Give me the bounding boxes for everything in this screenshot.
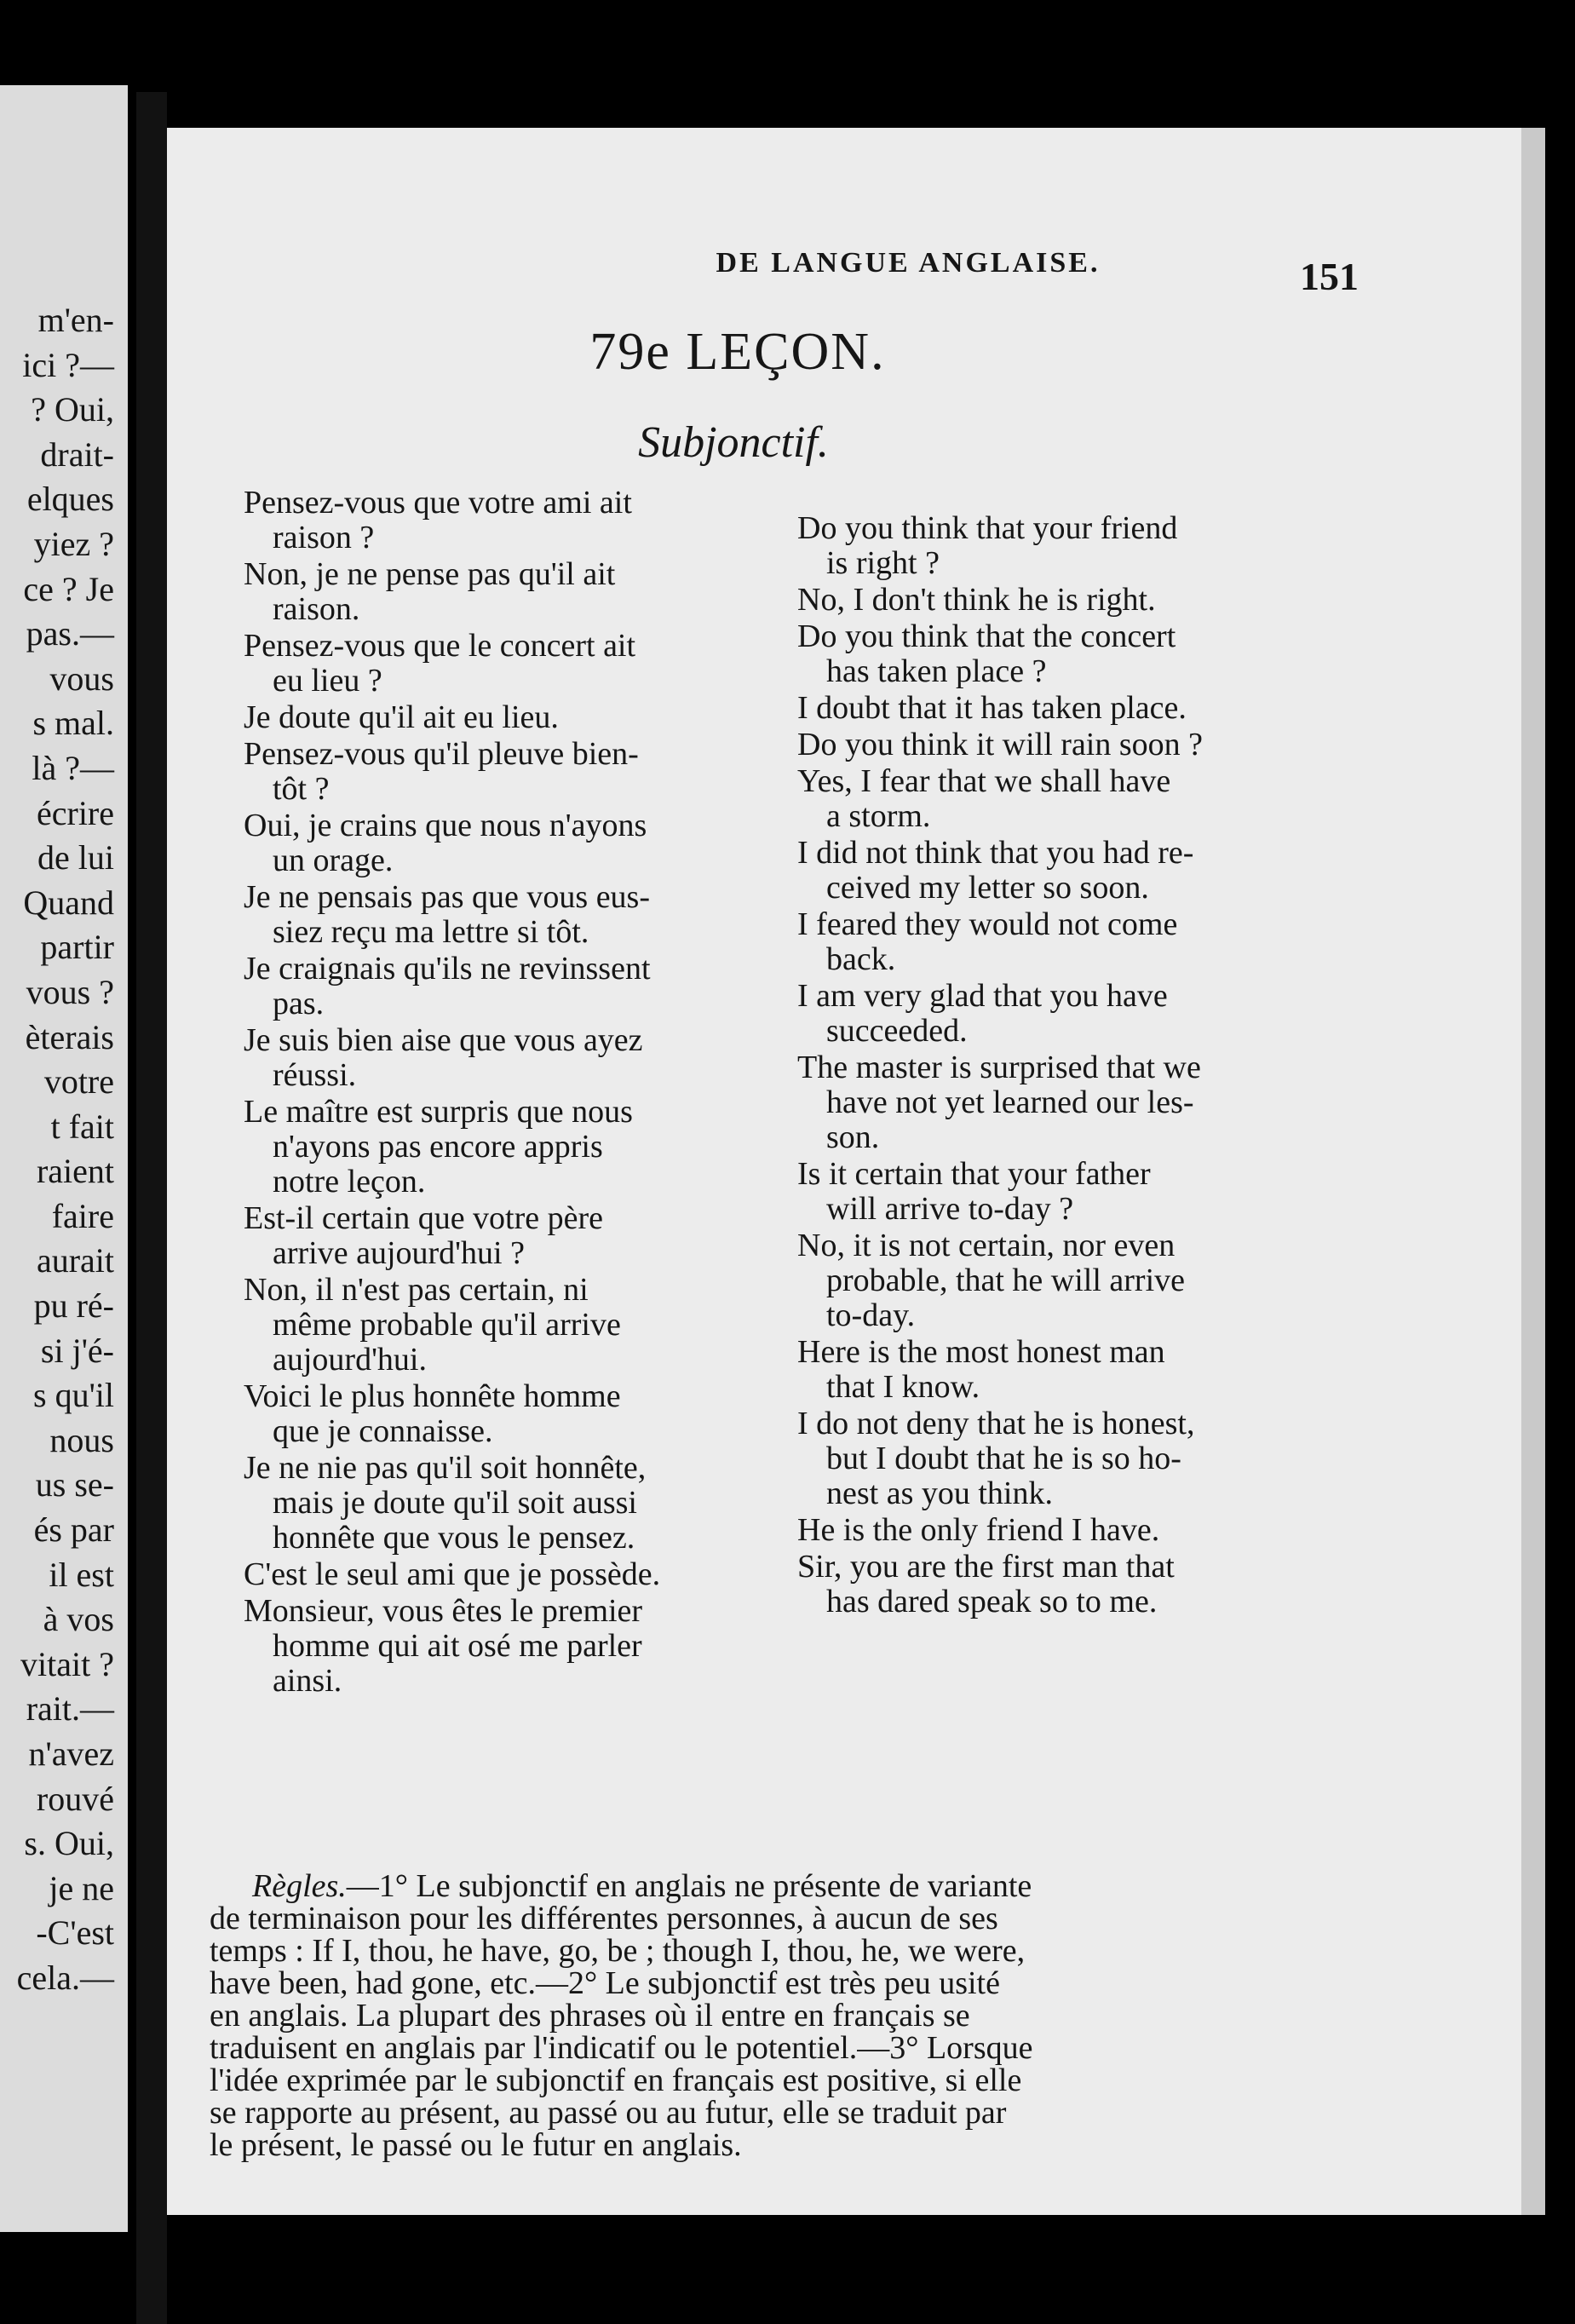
french-line: homme qui ait osé me parler	[273, 1628, 642, 1664]
french-column	[244, 486, 789, 1700]
french-sentence	[244, 700, 789, 735]
french-sentence	[244, 1557, 789, 1592]
adjacent-page-line: és par	[33, 1510, 114, 1550]
french-line: Pensez-vous que le concert ait	[244, 628, 636, 664]
french-line: réussi.	[273, 1057, 357, 1093]
rules-line	[210, 2129, 1334, 2161]
french-line: notre leçon.	[273, 1164, 426, 1199]
french-line: Non, je ne pense pas qu'il ait	[244, 556, 616, 592]
french-line: eu lieu ?	[273, 663, 382, 699]
french-sentence	[244, 557, 789, 627]
french-line: Je ne nie pas qu'il soit honnête,	[244, 1450, 647, 1486]
rules-paragraph	[210, 1870, 1334, 2161]
french-line: pas.	[273, 986, 325, 1021]
rules-text: se rapporte au présent, au passé ou au futur, elle se traduit par	[210, 2095, 1007, 2131]
english-line: Here is the most honest man	[797, 1334, 1165, 1370]
french-sentence	[244, 1594, 789, 1699]
french-line: Pensez-vous que votre ami ait	[244, 485, 632, 521]
french-line: arrive aujourd'hui ?	[273, 1235, 525, 1271]
french-line: Oui, je crains que nous n'ayons	[244, 808, 647, 843]
french-sentence	[244, 1451, 789, 1556]
french-line: Je doute qu'il ait eu lieu.	[244, 699, 559, 735]
adjacent-page-line: yiez ?	[33, 524, 114, 563]
french-line: raison ?	[273, 520, 375, 555]
english-sentence	[797, 619, 1359, 689]
english-line: is right ?	[826, 545, 940, 581]
english-line: I am very glad that you have	[797, 978, 1168, 1014]
english-sentence	[797, 979, 1359, 1049]
french-line: un orage.	[273, 843, 394, 878]
french-line: n'ayons pas encore appris	[273, 1129, 603, 1165]
english-line: Do you think it will rain soon ?	[797, 727, 1204, 762]
lesson-subtitle: Subjonctif.	[638, 418, 829, 467]
english-line: have not yet learned our les-	[826, 1084, 1194, 1120]
english-sentence	[797, 1335, 1359, 1405]
french-sentence	[244, 808, 789, 878]
english-line: succeeded.	[826, 1013, 968, 1049]
page-number: 151	[1300, 255, 1359, 298]
adjacent-page	[0, 85, 128, 2232]
french-line: siez reçu ma lettre si tôt.	[273, 914, 589, 950]
adjacent-page-line: n'avez	[28, 1734, 114, 1773]
adjacent-page-line: ici ?—	[22, 345, 114, 384]
french-sentence	[244, 1095, 789, 1199]
french-line: Je suis bien aise que vous ayez	[244, 1022, 643, 1058]
english-sentence	[797, 1228, 1359, 1333]
english-sentence	[797, 1050, 1359, 1155]
english-line: to-day.	[826, 1297, 916, 1333]
french-line: Je craignais qu'ils ne revinssent	[244, 951, 651, 987]
rules-line	[210, 1902, 1334, 1935]
english-line: son.	[826, 1119, 880, 1155]
adjacent-page-line: cela.—	[16, 1958, 114, 1997]
french-line: C'est le seul ami que je possède.	[244, 1556, 661, 1592]
french-line: raison.	[273, 591, 360, 627]
french-sentence	[244, 629, 789, 699]
french-line: Je ne pensais pas que vous eus-	[244, 879, 651, 915]
adjacent-page-line: faire	[51, 1196, 114, 1235]
rules-text: de terminaison pour les différentes personnes, à aucun de ses	[210, 1901, 998, 1936]
rules-line	[210, 2064, 1334, 2097]
adjacent-page-line: je ne	[49, 1868, 114, 1907]
adjacent-page-line: pas.—	[26, 614, 114, 653]
english-line: probable, that he will arrive	[826, 1263, 1186, 1298]
adjacent-page-line: là ?—	[32, 748, 114, 787]
english-line: Is it certain that your father	[797, 1156, 1151, 1192]
adjacent-page-line: il est	[49, 1555, 114, 1594]
adjacent-page-line: votre	[43, 1062, 114, 1102]
book-page	[167, 128, 1521, 2215]
french-line: aujourd'hui.	[273, 1342, 427, 1378]
adjacent-page-line: drait-	[40, 434, 114, 474]
rules-text: have been, had gone, etc.—2° Le subjonctif est très peu usité	[210, 1965, 1000, 2001]
rules-line	[210, 1967, 1334, 1999]
english-line: I doubt that it has taken place.	[797, 690, 1187, 726]
running-head: DE LANGUE ANGLAISE.	[716, 247, 1101, 279]
french-line: même probable qu'il arrive	[273, 1307, 621, 1343]
french-sentence	[244, 1273, 789, 1378]
english-sentence	[797, 764, 1359, 834]
adjacent-page-text	[0, 298, 119, 2001]
book-gutter	[136, 92, 167, 2324]
rules-text: temps : If I, thou, he have, go, be ; though I, thou, he, we were,	[210, 1933, 1026, 1969]
adjacent-page-line: écrire	[36, 793, 114, 832]
english-line: back.	[826, 941, 896, 977]
english-line: No, it is not certain, nor even	[797, 1228, 1176, 1263]
english-sentence	[797, 907, 1359, 977]
english-sentence	[797, 1157, 1359, 1227]
adjacent-page-line: vous	[49, 659, 114, 698]
english-line: I feared they would not come	[797, 906, 1178, 942]
english-sentence	[797, 583, 1359, 618]
adjacent-page-line: ? Oui,	[31, 390, 114, 429]
english-sentence	[797, 1513, 1359, 1548]
adjacent-page-line: elques	[26, 480, 114, 519]
english-sentence	[797, 836, 1359, 906]
french-sentence	[244, 880, 789, 950]
adjacent-page-line: si j'é-	[40, 1331, 114, 1370]
adjacent-page-line: à vos	[43, 1600, 114, 1639]
french-sentence	[244, 1023, 789, 1093]
french-line: que je connaisse.	[273, 1413, 493, 1449]
english-line: No, I don't think he is right.	[797, 582, 1156, 618]
english-line: will arrive to-day ?	[826, 1191, 1074, 1227]
adjacent-page-line: èterais	[25, 1017, 114, 1056]
rules-label: Règles.	[252, 1868, 347, 1904]
english-line: Sir, you are the first man that	[797, 1549, 1175, 1585]
english-line: has taken place ?	[826, 653, 1047, 689]
adjacent-page-line: t fait	[50, 1107, 114, 1146]
french-line: Pensez-vous qu'il pleuve bien-	[244, 736, 639, 772]
french-sentence	[244, 1379, 789, 1449]
english-line: The master is surprised that we	[797, 1050, 1201, 1085]
adjacent-page-line: s. Oui,	[24, 1824, 114, 1863]
english-line: ceived my letter so soon.	[826, 870, 1149, 906]
french-line: Le maître est surpris que nous	[244, 1094, 633, 1130]
french-sentence	[244, 952, 789, 1021]
english-sentence	[797, 511, 1359, 581]
english-line: has dared speak so to me.	[826, 1584, 1158, 1619]
page-edge	[1521, 128, 1545, 2215]
adjacent-page-line: raient	[36, 1152, 114, 1191]
rules-text: traduisent en anglais par l'indicatif ou le potentiel.—3° Lorsque	[210, 2030, 1033, 2066]
french-line: Est-il certain que votre père	[244, 1200, 604, 1236]
adjacent-page-line: de lui	[37, 838, 114, 877]
adjacent-page-line: us se-	[35, 1465, 114, 1504]
adjacent-page-line: pu ré-	[33, 1286, 114, 1326]
english-line: Do you think that your friend	[797, 510, 1178, 546]
adjacent-page-line: partir	[40, 928, 114, 967]
english-sentence	[797, 691, 1359, 726]
adjacent-page-line: s qu'il	[33, 1376, 114, 1415]
french-sentence	[244, 486, 789, 555]
adjacent-page-line: nous	[49, 1420, 114, 1459]
english-sentence	[797, 1406, 1359, 1511]
english-line: Do you think that the concert	[797, 618, 1176, 654]
english-line: but I doubt that he is so ho-	[826, 1441, 1181, 1476]
french-line: Voici le plus honnête homme	[244, 1378, 621, 1414]
adjacent-page-line: vitait ?	[20, 1644, 114, 1683]
english-line: He is the only friend I have.	[797, 1512, 1160, 1548]
french-line: mais je doute qu'il soit aussi	[273, 1485, 637, 1521]
french-line: Non, il n'est pas certain, ni	[244, 1272, 589, 1308]
english-line: I did not think that you had re-	[797, 835, 1194, 871]
adjacent-page-line: aurait	[36, 1241, 114, 1280]
english-line: Yes, I fear that we shall have	[797, 763, 1171, 799]
english-column	[797, 511, 1359, 1621]
french-line: ainsi.	[273, 1663, 342, 1699]
adjacent-page-line: rait.—	[26, 1689, 114, 1729]
adjacent-page-line: vous ?	[26, 972, 114, 1011]
adjacent-page-line: m'en-	[37, 301, 114, 339]
adjacent-page-line: s mal.	[32, 704, 114, 743]
english-line: that I know.	[826, 1369, 980, 1405]
rules-line	[210, 1999, 1334, 2032]
english-sentence	[797, 1550, 1359, 1619]
french-sentence	[244, 737, 789, 807]
english-line: nest as you think.	[826, 1476, 1053, 1511]
english-sentence	[797, 728, 1359, 762]
lesson-title: 79e LEÇON.	[589, 323, 886, 381]
rules-text: en anglais. La plupart des phrases où il entre en français se	[210, 1998, 970, 2034]
french-sentence	[244, 1201, 789, 1271]
adjacent-page-line: rouvé	[36, 1779, 114, 1818]
rules-text: —1° Le subjonctif en anglais ne présente de variante	[346, 1868, 1032, 1904]
rules-line	[210, 2097, 1334, 2129]
adjacent-page-line: -C'est	[36, 1913, 114, 1953]
rules-line	[210, 1870, 1334, 1902]
rules-text: l'idée exprimée par le subjonctif en français est positive, si elle	[210, 2062, 1022, 2098]
rules-text: le présent, le passé ou le futur en anglais.	[210, 2127, 742, 2163]
english-line: I do not deny that he is honest,	[797, 1406, 1195, 1441]
rules-line	[210, 2032, 1334, 2064]
rules-line	[210, 1935, 1334, 1967]
french-line: tôt ?	[273, 771, 330, 807]
adjacent-page-line: ce ? Je	[23, 569, 114, 608]
english-line: a storm.	[826, 798, 931, 834]
adjacent-page-line: Quand	[23, 883, 114, 922]
french-line: honnête que vous le pensez.	[273, 1520, 635, 1556]
french-line: Monsieur, vous êtes le premier	[244, 1593, 643, 1629]
